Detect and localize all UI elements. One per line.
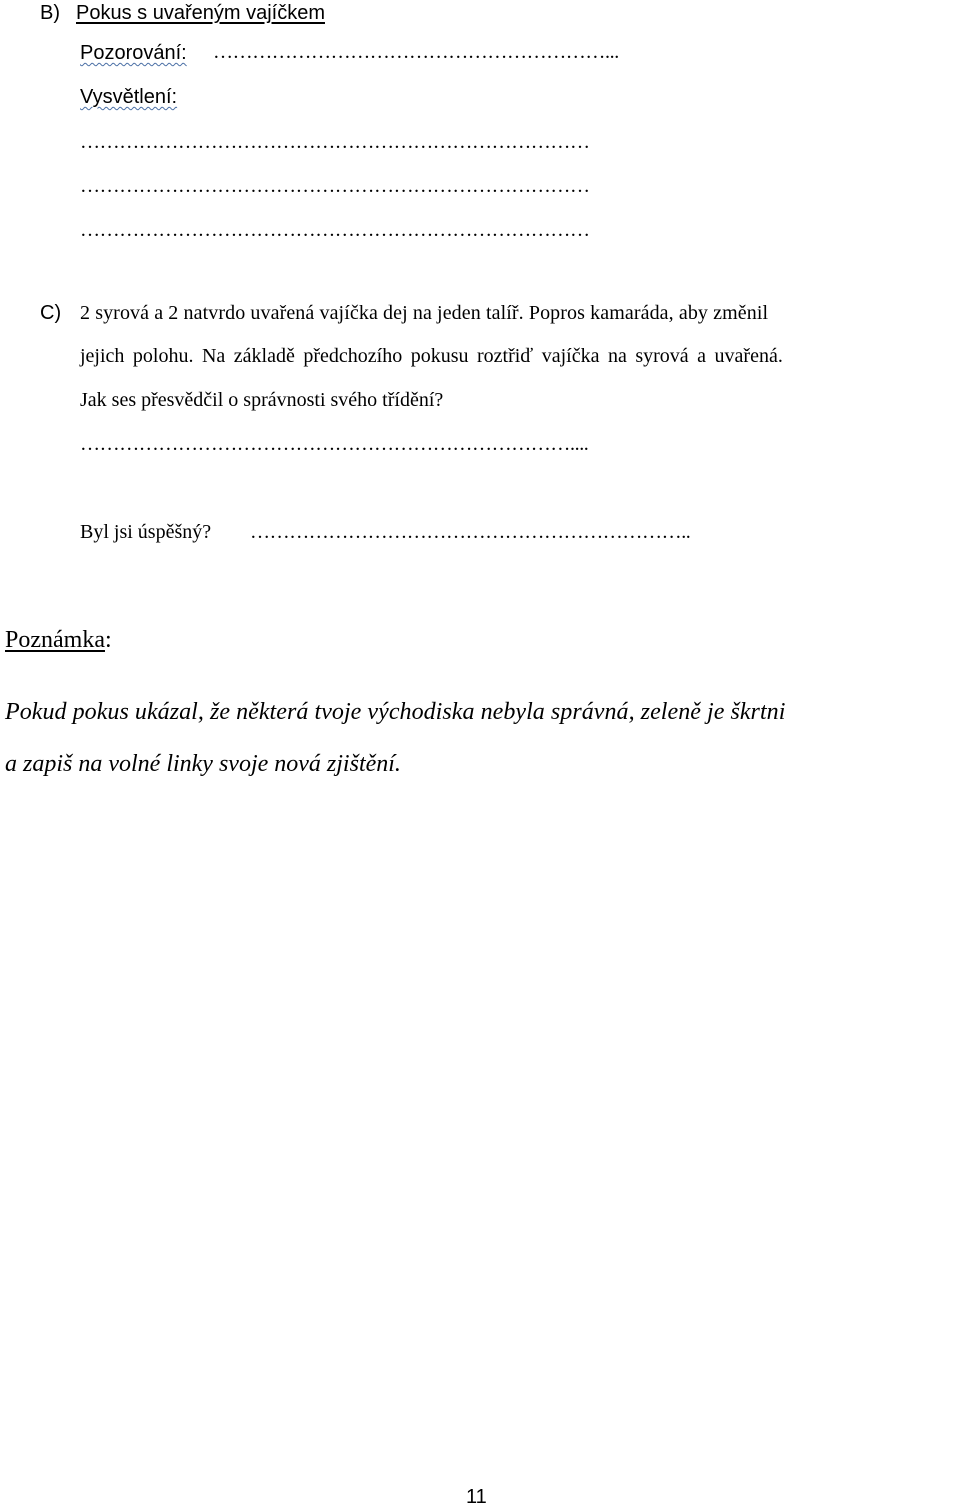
section-c-instruction-line-2: jejich polohu. Na základě předchozího pokusu roztřiď vajíčka na syrová a uvařená. xyxy=(80,345,783,367)
explanation-answer-line-3: …………………………………………………………………… xyxy=(80,219,590,241)
section-b-title: Pokus s uvařeným vajíčkem xyxy=(76,2,325,24)
note-heading xyxy=(5,627,112,654)
success-question: Byl jsi úspěšný? xyxy=(80,521,212,543)
observation-answer-line: ……………………………………………………... xyxy=(213,41,619,63)
note-colon: : xyxy=(104,627,112,653)
observation-label: Pozorování: xyxy=(80,42,187,64)
section-c-question: Jak ses přesvědčil o správnosti svého třídění? xyxy=(80,389,444,411)
section-c-answer-line: ………………………………………………………………….... xyxy=(80,433,589,455)
section-b-marker: B) xyxy=(40,2,60,24)
explanation-label: Vysvětlení: xyxy=(80,86,178,108)
section-c-instruction-line-1: 2 syrová a 2 natvrdo uvařená vajíčka dej na jeden talíř. Popros kamaráda, aby změnil xyxy=(80,302,769,324)
explanation-answer-line-2: …………………………………………………………………… xyxy=(80,175,590,197)
note-label: Poznámka xyxy=(5,627,105,653)
note-text-line-2: a zapiš na volné linky svoje nová zjištění. xyxy=(5,751,401,777)
section-c-marker: C) xyxy=(40,302,62,324)
page-number: 11 xyxy=(466,1486,487,1508)
note-text-line-1: Pokud pokus ukázal, že některá tvoje východiska nebyla správná, zeleně je škrtni xyxy=(5,699,786,725)
success-answer-line: ………………………………………………………….. xyxy=(250,521,691,543)
explanation-answer-line-1: …………………………………………………………………… xyxy=(80,131,590,153)
